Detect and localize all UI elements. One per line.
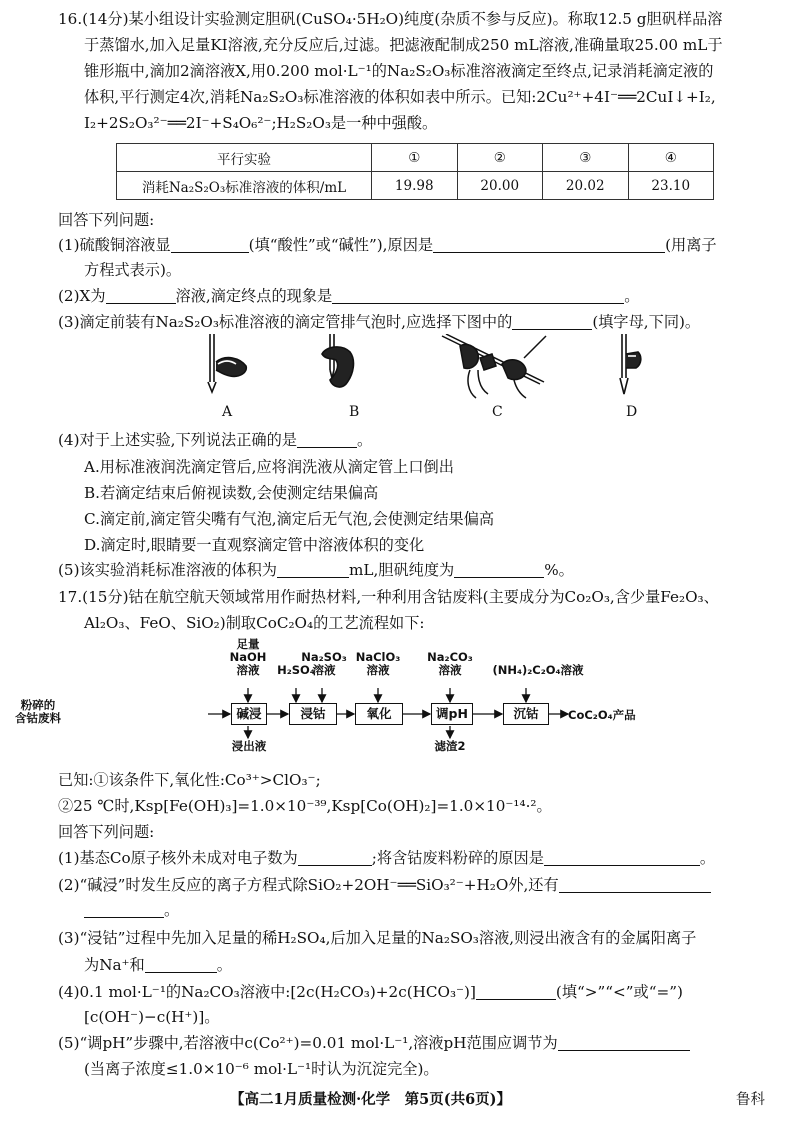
q17-part-3-cont: 为Na⁺和 。: [84, 956, 232, 974]
q17-part-4: (4)0.1 mol·L⁻¹的Na₂CO₃溶液中:[2c(H₂CO₃)+2c(HCO₃⁻)] (填“>”“<”或“=”): [58, 983, 683, 1001]
q17-part-4-cont: [c(OH⁻)−c(H⁺)]。: [84, 1008, 220, 1026]
q16-part-1-cont: 方程式表示)。: [84, 261, 182, 279]
step-precipitate: 沉钴: [503, 703, 549, 725]
answer-blank[interactable]: [433, 237, 665, 253]
flow-reagent-naclo3: NaClO₃ 溶液: [355, 650, 401, 677]
answer-blank[interactable]: [297, 432, 357, 448]
page-footer: 【高二1月质量检测·化学 第5页(共6页)】: [230, 1091, 512, 1108]
q16-option-a: A.用标准液润洗滴定管后,应将润洗液从滴定管上口倒出: [84, 458, 454, 476]
flow-waste-leachate: 浸出液: [231, 739, 267, 753]
answer-blank[interactable]: [277, 562, 349, 578]
burette-figure-a: [208, 334, 246, 392]
step-oxidation: 氧化: [355, 703, 403, 725]
answer-blank[interactable]: [476, 984, 556, 1000]
q17-part-3: (3)“浸钴”过程中先加入足量的稀H₂SO₄,后加入足量的Na₂SO₃溶液,则浸出液含有的金属阳离子: [58, 929, 697, 947]
figure-label-a: A: [222, 404, 233, 420]
q17-known-2: ②25 ℃时,Ksp[Fe(OH)₃]=1.0×10⁻³⁹,Ksp[Co(OH)₂]=1.0×10⁻¹⁴·²。: [58, 797, 552, 815]
q16-option-b: B.若滴定结束后俯视读数,会使测定结果偏高: [84, 484, 379, 502]
figure-label-c: C: [492, 404, 503, 420]
titration-volume-table: [116, 143, 714, 200]
answer-blank[interactable]: [544, 850, 700, 866]
q17-part-2: (2)“碱浸”时发生反应的离子方程式除SiO₂+2OH⁻══SiO₃²⁻+H₂O外,还有: [58, 875, 766, 895]
table-header-label: 平行实验: [117, 144, 372, 172]
table-row: [117, 172, 714, 200]
figure-label-b: B: [349, 404, 360, 420]
volume-value: 19.98: [372, 172, 458, 200]
q17-part-1: (1)基态Co原子核外未成对电子数为 ;将含钴废料粉碎的原因是 。: [58, 849, 716, 867]
q16-option-d: D.滴定时,眼睛要一直观察滴定管中溶液体积的变化: [84, 536, 425, 554]
burette-figure-b: [322, 334, 353, 387]
q17-part-5-cont: (当离子浓度≤1.0×10⁻⁶ mol·L⁻¹时认为沉淀完全)。: [84, 1060, 439, 1078]
answer-blank[interactable]: [512, 314, 592, 330]
answer-blank[interactable]: [332, 288, 624, 304]
q16-answer-prompt: 回答下列问题:: [58, 211, 155, 229]
answer-blank[interactable]: [558, 1035, 690, 1051]
answer-blank[interactable]: [454, 562, 544, 578]
flow-reagent-na2co3: Na₂CO₃ 溶液: [427, 650, 473, 677]
burette-figure-c: [442, 334, 546, 398]
table-row-label: 消耗Na₂S₂O₃标准溶液的体积/mL: [117, 172, 372, 200]
q16-option-c: C.滴定前,滴定管尖嘴有气泡,滴定后无气泡,会使测定结果偏高: [84, 510, 495, 528]
q16-intro-line-1: 16.(14分)某小组设计实验测定胆矾(CuSO₄·5H₂O)纯度(杂质不参与反应)。称取12.5 g胆矾样品溶: [58, 10, 723, 28]
q17-known-1: 已知:①该条件下,氧化性:Co³⁺>ClO₃⁻;: [58, 771, 321, 789]
flow-reagent-naoh: 足量 NaOH 溶液: [229, 637, 267, 677]
q16-intro-line-2: 于蒸馏水,加入足量KI溶液,充分反应后,过滤。把滤液配制成250 mL溶液,准确量取25.00 mL于: [84, 36, 723, 54]
q16-part-4: (4)对于上述实验,下列说法正确的是 。: [58, 431, 373, 449]
trial-number: ②: [457, 144, 543, 172]
flow-waste-residue: 滤渣2: [434, 739, 466, 753]
step-alkali-leach: 碱浸: [231, 703, 267, 725]
q17-part-2-cont: 。: [84, 900, 766, 920]
answer-blank[interactable]: [145, 957, 217, 973]
q17-answer-prompt: 回答下列问题:: [58, 823, 155, 841]
flow-reagent-oxalate: (NH₄)₂C₂O₄溶液: [492, 663, 584, 677]
q17-part-5: (5)“调pH”步骤中,若溶液中c(Co²⁺)=0.01 mol·L⁻¹,溶液pH范围应调节为: [58, 1033, 766, 1053]
table-row: [117, 144, 714, 172]
q16-part-2: (2)X为 溶液,滴定终点的现象是 。: [58, 287, 640, 305]
q16-intro-line-5: I₂+2S₂O₃²⁻══2I⁻+S₄O₆²⁻;H₂S₂O₃是一种中强酸。: [84, 114, 438, 132]
flow-product: CoC₂O₄产品: [568, 708, 636, 722]
volume-value: 20.02: [543, 172, 629, 200]
answer-blank[interactable]: [298, 850, 372, 866]
volume-value: 23.10: [628, 172, 714, 200]
step-adjust-ph: 调pH: [431, 703, 473, 725]
step-cobalt-leach: 浸钴: [289, 703, 337, 725]
burette-figures: [180, 334, 700, 404]
q16-part-1: (1)硫酸铜溶液显 (填“酸性”或“碱性”),原因是 (用离子: [58, 236, 717, 254]
answer-blank[interactable]: [106, 288, 176, 304]
burette-figure-d: [620, 334, 641, 394]
flow-feed-label: 粉碎的 含钴废料: [15, 698, 61, 725]
q16-part-3: (3)滴定前装有Na₂S₂O₃标准溶液的滴定管排气泡时,应选择下图中的 (填字母,下同)。: [58, 313, 701, 331]
q17-intro-line-1: 17.(15分)钴在航空航天领域常用作耐热材料,一种利用含钴废料(主要成分为Co₂O₃,含少量Fe₂O₃、: [58, 588, 719, 606]
answer-blank[interactable]: [171, 237, 249, 253]
trial-number: ④: [628, 144, 714, 172]
flow-reagent-na2so3: Na₂SO₃ 溶液: [301, 650, 347, 677]
q16-intro-line-3: 锥形瓶中,滴加2滴溶液X,用0.200 mol·L⁻¹的Na₂S₂O₃标准溶液滴定至终点,记录消耗滴定液的: [84, 62, 714, 80]
q16-intro-line-4: 体积,平行测定4次,消耗Na₂S₂O₃标准溶液的体积如表中所示。已知:2Cu²⁺+4I⁻══2CuI↓+I₂,: [84, 88, 716, 106]
trial-number: ③: [543, 144, 629, 172]
q16-part-5: (5)该实验消耗标准溶液的体积为 mL,胆矾纯度为 %。: [58, 561, 574, 579]
figure-label-d: D: [626, 404, 638, 420]
answer-blank[interactable]: [84, 902, 164, 918]
flow-reagent-h2so4: H₂SO₄: [277, 663, 315, 677]
trial-number: ①: [372, 144, 458, 172]
q17-intro-line-2: Al₂O₃、FeO、SiO₂)制取CoC₂O₄的工艺流程如下:: [84, 614, 425, 632]
answer-blank[interactable]: [559, 877, 711, 893]
volume-value: 20.00: [457, 172, 543, 200]
footer-edition: 鲁科: [736, 1092, 765, 1108]
